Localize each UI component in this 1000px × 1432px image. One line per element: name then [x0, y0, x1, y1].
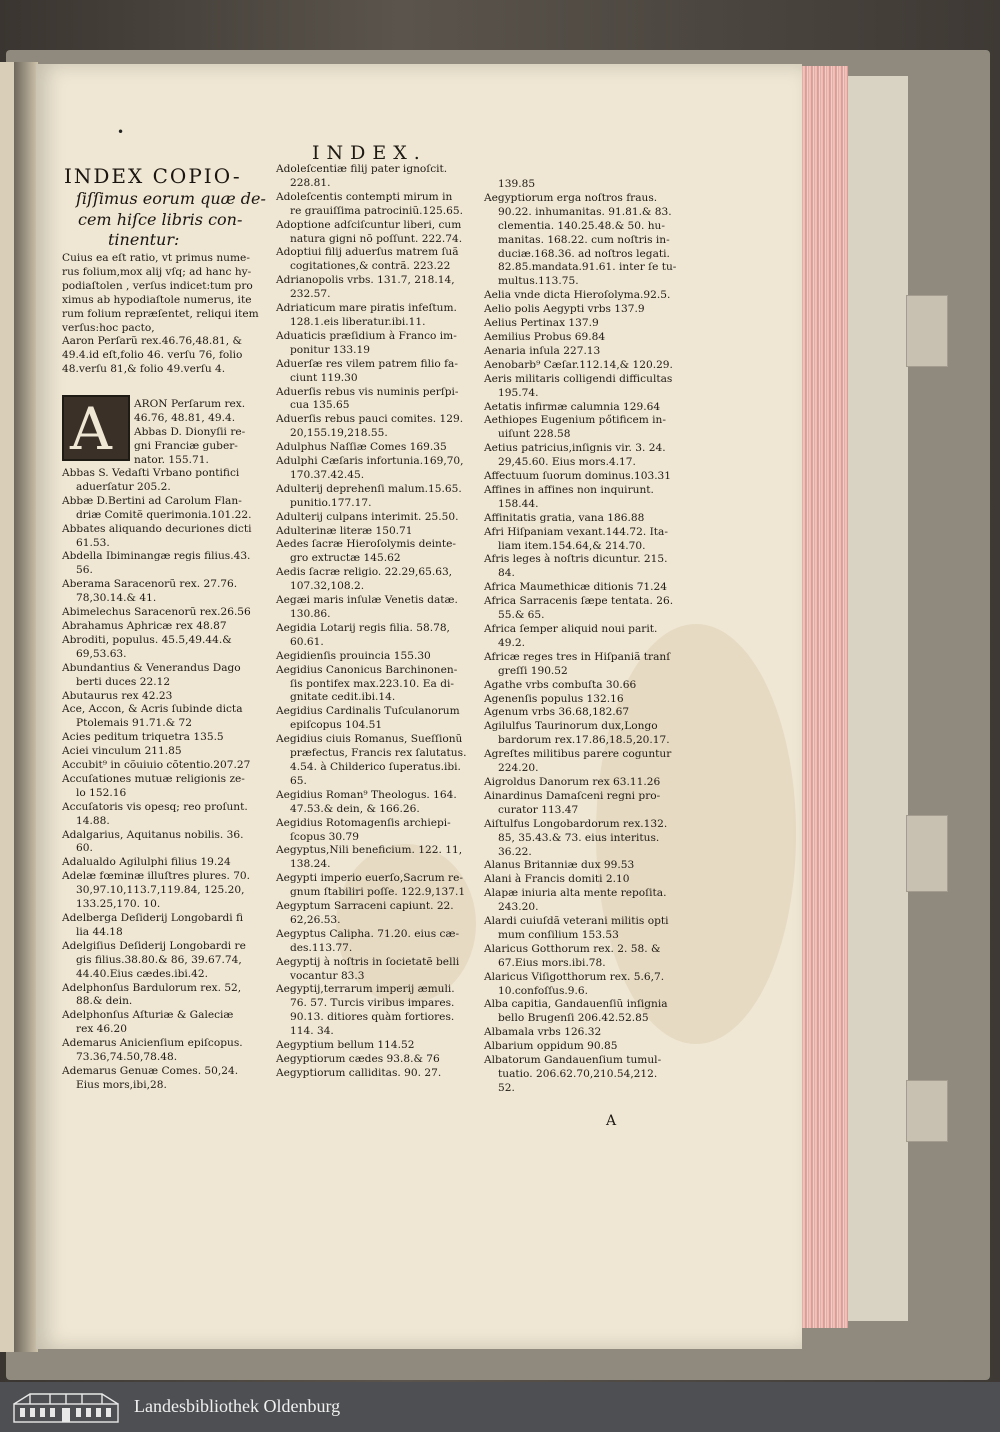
- page-dot: •: [117, 125, 125, 139]
- index-line: Aegyptus Calipha. 71.20. eius cæ-: [276, 927, 460, 940]
- index-line: Adulphus Naſſiæ Comes 169.35: [276, 441, 447, 454]
- index-line: Affines in affines non inquirunt.: [484, 483, 654, 496]
- decorated-initial: [62, 395, 130, 461]
- index-line: 243.20.: [498, 901, 539, 914]
- index-line: vocantur 83.3: [290, 969, 365, 982]
- index-line: gnitate cedit.ibi.14.: [290, 691, 396, 704]
- index-line: Accuſatoris vis opesq; reo proſunt.: [62, 800, 248, 813]
- index-line: Agreſtes militibus parere coguntur: [484, 748, 672, 761]
- index-line: punitio.177.17.: [290, 496, 372, 509]
- index-line: Alanus Britanniæ dux 99.53: [484, 859, 635, 872]
- index-line: gni Franciæ guber-: [134, 439, 238, 452]
- index-line: cua 135.65: [290, 399, 350, 412]
- index-line: des.113.77.: [290, 941, 353, 954]
- index-line: Acies peditum triquetra 135.5: [62, 731, 224, 744]
- paper-tab: [906, 1080, 948, 1142]
- index-line: Adoleſcentis contempti mirum in: [276, 190, 453, 203]
- index-line: 69,53.63.: [76, 647, 127, 660]
- index-line: Aegidius Roman⁹ Theologus. 164.: [276, 788, 457, 801]
- index-line: 90.13. ditiores quàm fortiores.: [290, 1011, 455, 1024]
- signature-mark: A: [606, 1113, 617, 1129]
- index-line: 20,155.19,218.55.: [290, 427, 388, 440]
- index-title-line4: tinentur:: [108, 230, 180, 249]
- index-line: manitas. 168.22. cum noſtris in-: [498, 233, 670, 246]
- index-line: Aegyptiorum erga noſtros fraus.: [484, 191, 658, 204]
- index-line: Ademarus Anicienſium epiſcopus.: [62, 1037, 243, 1050]
- index-line: cogitationes,& contrã. 223.22: [290, 260, 451, 273]
- index-line: Aiſtulfus Longobardorum rex.132.: [484, 817, 668, 830]
- index-line: Africa Sarracenis ſæpe tentata. 26.: [484, 595, 674, 608]
- index-title-line2: ſiſſimus eorum quæ de-: [76, 189, 266, 208]
- index-line: Aegidius ciuis Romanus, Sueſſionũ: [276, 733, 463, 746]
- index-line: 228.81.: [290, 176, 331, 189]
- index-line: Aegyptiorum calliditas. 90. 27.: [276, 1066, 442, 1079]
- index-line: 114. 34.: [290, 1025, 334, 1038]
- index-line: re grauiſſima patrociniũ.125.65.: [290, 204, 463, 217]
- index-line: Albamala vrbs 126.32: [484, 1026, 602, 1039]
- index-line: ciunt 119.30: [290, 371, 358, 384]
- index-line: 133.25,170. 10.: [76, 898, 161, 911]
- index-line: 90.22. inhumanitas. 91.81.& 83.: [498, 205, 672, 218]
- index-line: driæ Comitẽ querimonia.101.22.: [76, 508, 252, 521]
- index-line: Aigroldus Danorum rex 63.11.26: [484, 775, 661, 788]
- index-line: Alardi cuiuſdã veterani militis opti: [484, 915, 669, 928]
- index-line: Abutaurus rex 42.23: [62, 689, 173, 702]
- index-line: Aberama Saracenorũ rex. 27.76.: [62, 578, 238, 591]
- initial-letter: A: [70, 395, 112, 463]
- index-line: Africæ reges tres in Hiſpaniã tranſ: [484, 650, 671, 663]
- page-edges: [796, 66, 848, 1328]
- index-line: Ace, Accon, & Acris ſubinde dicta: [62, 703, 243, 716]
- index-line: 60.61.: [290, 635, 324, 648]
- index-line: Africa ſemper aliquid noui parit.: [484, 623, 658, 635]
- index-line: 56.: [76, 564, 93, 577]
- index-line: Abrahamus Aphricæ rex 48.87: [62, 619, 227, 632]
- index-line: Ptolemais 91.71.& 72: [76, 717, 192, 730]
- index-column-2: [276, 163, 468, 1081]
- index-line: Albatorum Gandauenſium tumul-: [484, 1054, 662, 1067]
- index-line: Adulterij deprehenſi malum.15.65.: [276, 482, 462, 495]
- back-cover: [848, 76, 908, 1321]
- index-line: 85, 35.43.& 73. eius interitus.: [498, 831, 660, 844]
- index-line: lo 152.16: [76, 786, 127, 799]
- index-line: 138.24.: [290, 858, 331, 871]
- index-line: curator 113.47: [498, 803, 579, 816]
- index-line: mum conſilium 153.53: [498, 928, 619, 941]
- index-line: 84.: [498, 567, 515, 580]
- index-line: bardorum rex.17.86,18.5,20.17.: [498, 734, 670, 747]
- index-line: Abbæ D.Bertini ad Carolum Flan-: [62, 494, 242, 507]
- index-line: Afri Hiſpaniam vexant.144.72. Ita-: [484, 525, 668, 538]
- index-line: Aegyptij,terrarum imperij æmuli.: [276, 983, 455, 996]
- paper-tab: [906, 815, 948, 892]
- index-line: Aetatis infirmæ calumnia 129.64: [484, 400, 661, 413]
- index-line: 61.53.: [76, 536, 110, 549]
- index-line: bello Brugenſi 206.42.52.85: [498, 1012, 649, 1025]
- index-line: Albarium oppidum 90.85: [484, 1040, 618, 1053]
- index-line: Aduerſis rebus vis numinis perſpi-: [276, 385, 459, 398]
- index-line: Aenaria inſula 227.13: [484, 344, 601, 357]
- index-line: Aegidienſis prouincia 155.30: [276, 649, 431, 662]
- index-line: Africa Maumethicæ ditionis 71.24: [484, 581, 668, 594]
- index-column-3: [484, 178, 680, 1096]
- index-line: Abbates aliquando decuriones dicti: [62, 522, 252, 535]
- index-line: Aegyptij à noſtris in ſocietatẽ belli: [276, 955, 460, 968]
- index-line: 67.Eius mors.ibi.78.: [498, 956, 606, 969]
- index-line: Adalualdo Agilulphi filius 19.24: [62, 856, 231, 869]
- index-line: Aegyptiorum cædes 93.8.& 76: [276, 1053, 440, 1065]
- index-line: 52.: [498, 1081, 515, 1094]
- library-building-icon: [10, 1390, 122, 1424]
- intro-line: rum folium repræſentet, reliqui item: [62, 307, 259, 320]
- index-line: Adelberga Deſiderij Longobardi fi: [62, 912, 244, 924]
- index-line: Aegidius Cardinalis Tuſculanorum: [276, 705, 460, 718]
- index-line: Aegyptium bellum 114.52: [276, 1039, 415, 1052]
- index-title-line1: INDEX COPIO-: [64, 164, 242, 188]
- index-line: gnum ſtabiliri poſſe. 122.9,137.1: [290, 886, 466, 899]
- index-line: Adoptione adſciſcuntur liberi, cum: [276, 218, 462, 231]
- index-line: Aduerſis rebus pauci comites. 129.: [276, 413, 464, 426]
- index-line: Aduaticis præſidium à Franco im-: [276, 329, 457, 342]
- index-line: 158.44.: [498, 497, 539, 510]
- index-line: Ademarus Genuæ Comes. 50,24.: [62, 1064, 239, 1077]
- index-line: Aegypti imperio euerſo,Sacrum re-: [276, 872, 463, 885]
- intro-line: Cuius ea eſt ratio, vt primus nume-: [62, 252, 250, 264]
- index-line: 44.40.Eius cædes.ibi.42.: [76, 967, 208, 980]
- index-line: 224.20.: [498, 762, 539, 775]
- index-line: Abimelechus Saracenorũ rex.26.56: [62, 606, 251, 619]
- index-line: Aduerſæ res vilem patrem filio fa-: [276, 357, 458, 370]
- running-head: INDEX.: [312, 142, 427, 164]
- index-line: 82.85.mandata.91.61. inter ſe tu-: [498, 261, 677, 274]
- index-line: 49.2.: [498, 636, 525, 649]
- index-line: Affectuum ſuorum dominus.103.31: [484, 470, 672, 483]
- index-line: ſcopus 30.79: [290, 830, 359, 843]
- index-line: Aeris militaris colligendi difficultas: [484, 372, 673, 385]
- index-title-line3: cem hiſce libris con-: [78, 210, 243, 229]
- index-column-1: [62, 467, 262, 1093]
- index-line: liam item.154.64,& 214.70.: [498, 539, 646, 552]
- intro-line: 48.verſu 81,& folio 49.verſu 4.: [62, 363, 226, 376]
- index-line: Aegæi maris inſulæ Venetis datæ.: [276, 594, 458, 607]
- index-line: Adelgiſius Deſiderij Longobardi re: [62, 939, 246, 952]
- index-line: 36.22.: [498, 845, 532, 858]
- index-line: aduerſatur 205.2.: [76, 480, 171, 493]
- index-line: Alani à Francis domiti 2.10: [484, 873, 630, 886]
- index-line: greſſi 190.52: [498, 664, 568, 677]
- index-line: Alaricus Viſigotthorum rex. 5.6,7.: [484, 970, 665, 983]
- index-line: Aegidia Lotarij regis filia. 58.78,: [276, 621, 450, 634]
- index-line: 4.54. à Childerico ſuperatus.ibi.: [290, 760, 461, 773]
- index-line: 232.57.: [290, 288, 331, 301]
- index-line: 65.: [290, 774, 307, 787]
- intro-line: 49.4.id eſt,folio 46. verſu 76, folio: [62, 349, 243, 362]
- intro-line: verſus:hoc pacto,: [62, 321, 155, 334]
- index-line: ARON Perſarum rex.: [134, 398, 246, 410]
- index-line: 30,97.10,113.7,119.84, 125.20,: [76, 884, 245, 897]
- index-line: Aelia vnde dicta Hieroſolyma.92.5.: [484, 289, 671, 302]
- index-line: 128.1.eis liberatur.ibi.11.: [290, 315, 426, 328]
- index-line: gro extructæ 145.62: [290, 552, 401, 565]
- index-line: Alba capitia, Gandauenſiũ inſignia: [484, 998, 668, 1011]
- index-line: Adalgarius, Aquitanus nobilis. 36.: [62, 828, 244, 841]
- index-line: Accubit⁹ in cõuiuio cõtentio.207.27: [62, 759, 251, 772]
- intro-line: podiaſtolen , verſus indicet:tum pro: [62, 279, 253, 292]
- index-line: 78,30.14.& 41.: [76, 592, 157, 605]
- intro-paragraph: [62, 252, 260, 377]
- index-line: Agenenſis populus 132.16: [484, 692, 624, 705]
- index-line: rex 46.20: [76, 1023, 128, 1036]
- index-line: 14.88.: [76, 814, 110, 827]
- index-line: Adoptiui filij aduerſus matrem ſuã: [276, 246, 459, 259]
- index-line: nator. 155.71.: [134, 453, 209, 466]
- index-line: 62,26.53.: [290, 913, 341, 926]
- index-line: Accuſationes mutuæ religionis ze-: [62, 772, 245, 785]
- index-line: 10.confoſſus.9.6.: [498, 984, 588, 997]
- index-line: Aelio polis Aegypti vrbs 137.9: [484, 303, 645, 316]
- index-line: 107.32,108.2.: [290, 580, 365, 593]
- index-line: gis filius.38.80.& 86, 39.67.74,: [76, 953, 242, 966]
- index-line: Abbas S. Vedaſti Vrbano pontifici: [62, 467, 240, 479]
- index-line: Ainardinus Damaſceni regni pro-: [484, 789, 661, 802]
- index-line: Adelphonſus Bardulorum rex. 52,: [62, 981, 242, 994]
- index-line: Abroditi, populus. 45.5,49.44.&: [62, 633, 232, 646]
- intro-line: rus folium,mox alij vſq; ad hanc hy-: [62, 265, 252, 278]
- index-line: Adelæ fœminæ illuſtres plures. 70.: [62, 870, 251, 883]
- index-line: Abdella Ibiminangæ regis filius.43.: [62, 550, 251, 563]
- index-line: 46.76, 48.81, 49.4.: [134, 411, 236, 424]
- index-line: Adulterinæ literæ 150.71: [276, 524, 413, 537]
- intro-line: Aaron Perſarũ rex.46.76,48.81, &: [62, 335, 242, 348]
- index-line: uiſunt 228.58: [498, 428, 571, 441]
- index-line: Adrianopolis vrbs. 131.7, 218.14,: [276, 274, 455, 287]
- index-line: tuatio. 206.62.70,210.54,212.: [498, 1068, 658, 1080]
- index-line: Afris leges à noſtris dicuntur. 215.: [484, 553, 668, 566]
- index-line: 60.: [76, 842, 93, 855]
- index-line: Aemilius Probus 69.84: [484, 330, 606, 343]
- index-line: Adoleſcentiæ filij pater ignoſcit.: [276, 163, 448, 175]
- index-line: Aegidius Rotomagenſis archiepi-: [276, 816, 451, 829]
- index-line: Aegidius Canonicus Barchinonen-: [276, 663, 458, 676]
- index-line: Alapæ iniuria alta mente repoſita.: [484, 887, 667, 900]
- index-line: 47.53.& dein, & 166.26.: [290, 802, 420, 815]
- index-line: multus.113.75.: [498, 275, 579, 288]
- index-line: Aciei vinculum 211.85: [62, 745, 182, 758]
- index-line: Adulterij culpans interimit. 25.50.: [276, 510, 459, 523]
- index-line: clementia. 140.25.48.& 50. hu-: [498, 219, 665, 232]
- index-line: Abbas D. Dionyſii re-: [134, 425, 246, 438]
- library-name: Landesbibliothek Oldenburg: [134, 1396, 341, 1416]
- index-line: 139.85: [498, 178, 536, 190]
- index-line: 170.37.42.45.: [290, 468, 365, 481]
- index-line: berti duces 22.12: [76, 675, 171, 688]
- index-line: Aedes ſacræ Hieroſolymis deinte-: [276, 538, 456, 551]
- index-line: 76. 57. Turcis viribus impares.: [290, 997, 455, 1010]
- index-line: Agilulfus Taurinorum dux,Longo: [484, 720, 658, 733]
- index-line: præfectus, Francis rex ſalutatus.: [290, 747, 467, 760]
- index-line: 73.36,74.50,78.48.: [76, 1051, 178, 1064]
- index-line: Aedis ſacræ religio. 22.29,65.63,: [276, 566, 453, 579]
- index-line: ponitur 133.19: [290, 343, 370, 356]
- index-line: Agenum vrbs 36.68,182.67: [484, 706, 630, 719]
- paper-tab: [906, 295, 948, 367]
- index-line: Adelphonſus Aſturiæ & Galeciæ: [62, 1009, 234, 1022]
- index-line: 195.74.: [498, 386, 539, 399]
- index-line: Affinitatis gratia, vana 186.88: [484, 511, 645, 524]
- index-line: natura gigni nõ poſſunt. 222.74.: [290, 232, 463, 245]
- index-line: 29,45.60. Eius mors.4.17.: [498, 456, 636, 469]
- index-line: Abundantius & Venerandus Dago: [62, 661, 241, 674]
- index-line: Adulphi Cæſaris infortunia.169,70,: [276, 455, 464, 468]
- index-line: Aegyptum Sarraceni capiunt. 22.: [276, 900, 454, 913]
- index-line: duciæ.168.36. ad noſtros legati.: [498, 247, 670, 260]
- index-line: 55.& 65.: [498, 609, 545, 622]
- index-line: 88.& dein.: [76, 995, 133, 1008]
- index-line: Agathe vrbs combuſta 30.66: [484, 678, 637, 691]
- index-line: epiſcopus 104.51: [290, 719, 383, 732]
- intro-line: ximus ab hypodiaſtole numerus, ite: [62, 293, 252, 306]
- initial-adjacent-entries: [134, 398, 245, 468]
- index-line: Adriaticum mare piratis infeſtum.: [276, 302, 457, 315]
- library-footer: [0, 1382, 1000, 1432]
- index-line: lia 44.18: [76, 925, 123, 938]
- index-line: ſis pontifex max.223.10. Ea di-: [290, 677, 454, 690]
- index-line: Aegyptus,Nili beneficium. 122. 11,: [276, 844, 463, 857]
- index-line: Aenobarb⁹ Cæſar.112.14,& 120.29.: [484, 358, 673, 371]
- index-line: Aetius patricius,inſignis vir. 3. 24.: [484, 442, 666, 455]
- index-line: Alaricus Gotthorum rex. 2. 58. &: [484, 942, 661, 955]
- index-line: Aelius Pertinax 137.9: [484, 317, 599, 330]
- index-line: 130.86.: [290, 608, 331, 620]
- gutter-shadow: [14, 62, 38, 1352]
- index-line: Eius mors,ibi,28.: [76, 1078, 167, 1091]
- index-line: Aethiopes Eugenium pőtificem in-: [484, 414, 666, 427]
